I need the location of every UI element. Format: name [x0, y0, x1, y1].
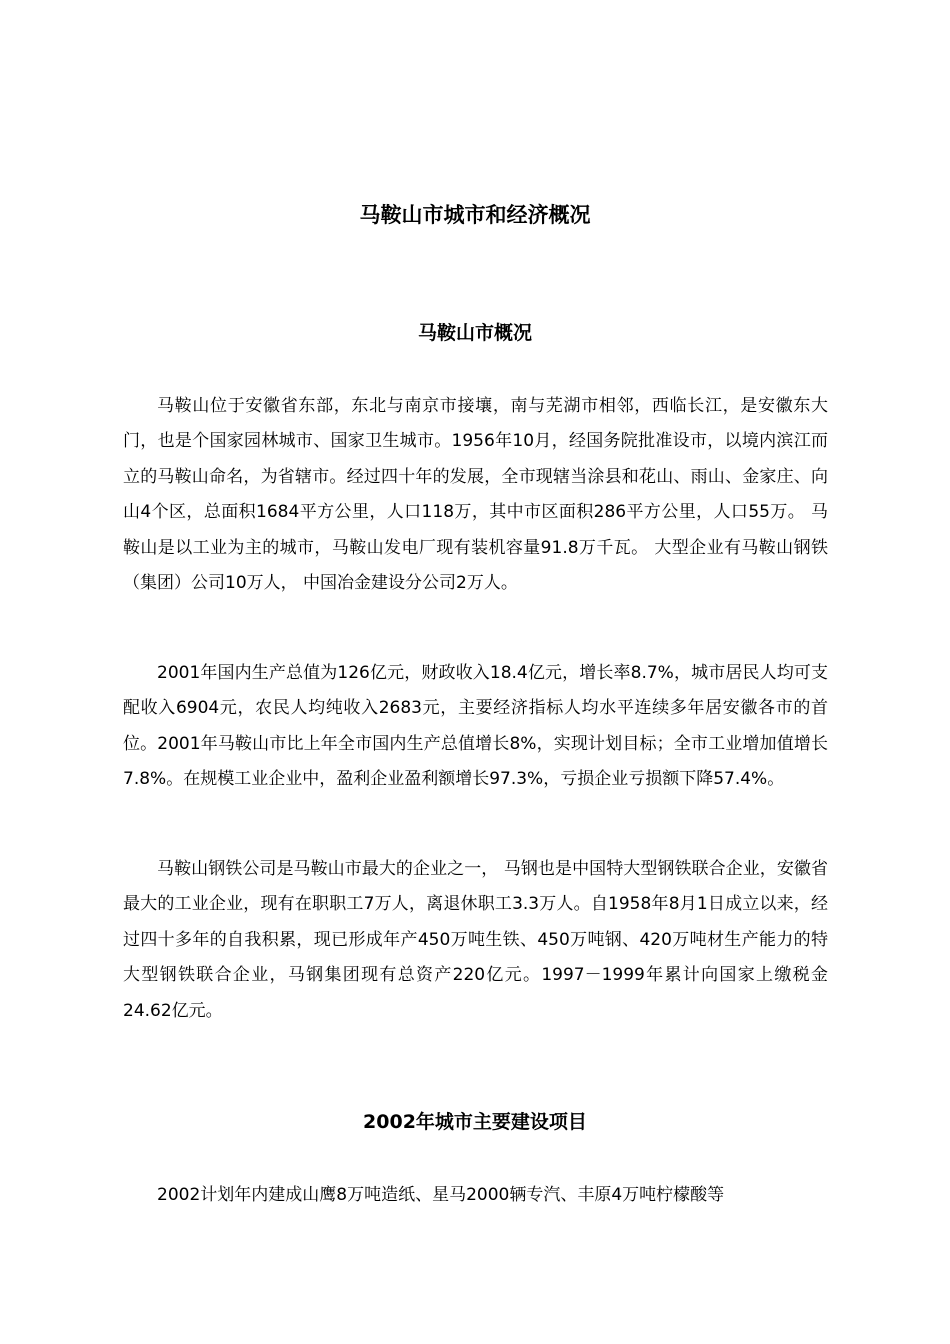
paragraph-economy-2001: 2001年国内生产总值为126亿元，财政收入18.4亿元，增长率8.7%，城市居民人均可支配收入6904元，农民人均纯收入2683元，主要经济指标人均水平连续多年居安徽各市的首位。2001年马鞍山市比上年全市国内生产总值增长8%，实现计划目标；全市工业增加值增长7.8%。在规模工业企业中，盈利企业盈利额增长97.3%，亏损企业亏损额下降57.4%。 — [123, 663, 828, 790]
paragraph-masteel: 马鞍山钢铁公司是马鞍山市最大的企业之一， 马钢也是中国特大型钢铁联合企业，安徽省最大的工业企业，现有在职职工7万人，离退休职工3.3万人。自1958年8月1日成立以来，经过四十多年的自我积累，现已形成年产450万吨生铁、450万吨钢、420万吨材生产能力的特大型钢铁联合企业，马钢集团现有总资产220亿元。1997－1999年累计向国家上缴税金24.62亿元。 — [123, 859, 828, 1021]
section-heading-construction-projects: 2002年城市主要建设项目 — [363, 1111, 587, 1133]
paragraph-city-overview: 马鞍山位于安徽省东部，东北与南京市接壤，南与芜湖市相邻，西临长江，是安徽东大门，也是个国家园林城市、国家卫生城市。1956年10月，经国务院批准设市，以境内滨江而立的马鞍山命名，为省辖市。经过四十年的发展，全市现辖当涂县和花山、雨山、金家庄、向山4个区，总面积1684平方公里，人口118万，其中市区面积286平方公里，人口55万。 马鞍山是以工业为主的城市，马鞍山发电厂现有装机容量91.8万千瓦。 大型企业有马鞍山钢铁（集团）公司10万人， 中国冶金建设分公司2万人。 — [123, 396, 828, 594]
section-heading-city-overview: 马鞍山市概况 — [417, 322, 532, 344]
paragraph-projects-2002: 2002计划年内建成山鹰8万吨造纸、星马2000辆专汽、丰原4万吨柠檬酸等 — [157, 1185, 725, 1205]
document-title: 马鞍山市城市和经济概况 — [359, 203, 591, 227]
